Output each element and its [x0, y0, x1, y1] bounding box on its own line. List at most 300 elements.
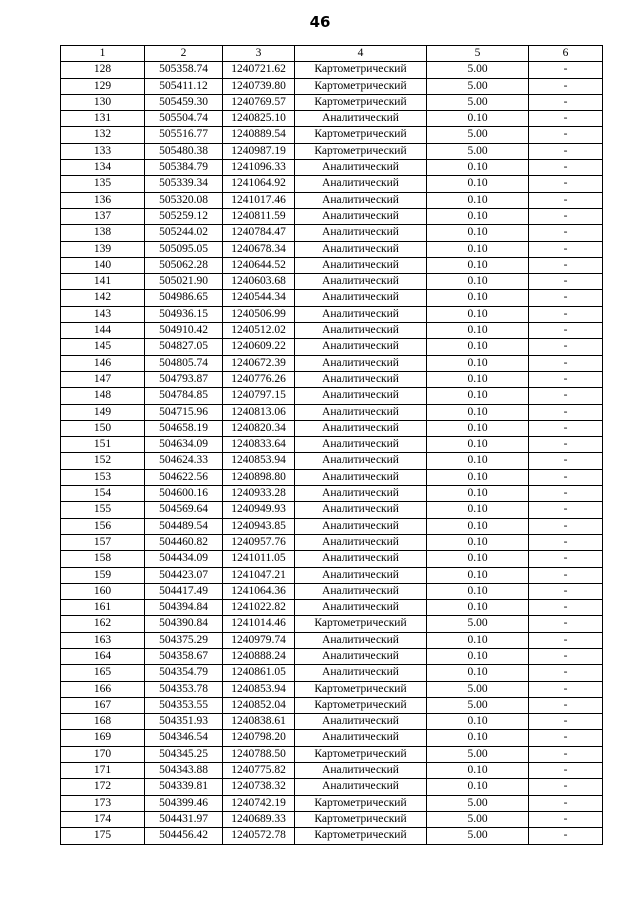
accuracy-cell: 0.10 — [427, 518, 529, 534]
x-coordinate-cell: 505021.90 — [145, 274, 223, 290]
x-coordinate-cell: 504434.09 — [145, 551, 223, 567]
note-cell: - — [529, 404, 603, 420]
column-header: 4 — [295, 46, 427, 62]
table-row — [61, 551, 603, 567]
note-cell: - — [529, 257, 603, 273]
point-number-cell: 153 — [61, 469, 145, 485]
method-cell: Аналитический — [295, 420, 427, 436]
x-coordinate-cell: 504353.55 — [145, 697, 223, 713]
x-coordinate-cell: 504358.67 — [145, 648, 223, 664]
y-coordinate-cell: 1240889.54 — [223, 127, 295, 143]
table-row — [61, 681, 603, 697]
y-coordinate-cell: 1240769.57 — [223, 94, 295, 110]
table-row — [61, 697, 603, 713]
table-row — [61, 62, 603, 78]
point-number-cell: 132 — [61, 127, 145, 143]
y-coordinate-cell: 1240833.64 — [223, 437, 295, 453]
x-coordinate-cell: 504936.15 — [145, 306, 223, 322]
x-coordinate-cell: 505244.02 — [145, 225, 223, 241]
note-cell: - — [529, 339, 603, 355]
note-cell: - — [529, 746, 603, 762]
point-number-cell: 131 — [61, 111, 145, 127]
note-cell: - — [529, 225, 603, 241]
table-row — [61, 160, 603, 176]
accuracy-cell: 0.10 — [427, 453, 529, 469]
y-coordinate-cell: 1241017.46 — [223, 192, 295, 208]
method-cell: Картометрический — [295, 697, 427, 713]
x-coordinate-cell: 504715.96 — [145, 404, 223, 420]
x-coordinate-cell: 504910.42 — [145, 323, 223, 339]
point-number-cell: 164 — [61, 648, 145, 664]
table-row — [61, 567, 603, 583]
column-header: 5 — [427, 46, 529, 62]
point-number-cell: 167 — [61, 697, 145, 713]
point-number-cell: 144 — [61, 323, 145, 339]
y-coordinate-cell: 1240678.34 — [223, 241, 295, 257]
table-row — [61, 502, 603, 518]
table-row — [61, 225, 603, 241]
x-coordinate-cell: 504399.46 — [145, 795, 223, 811]
note-cell: - — [529, 160, 603, 176]
note-cell: - — [529, 779, 603, 795]
coordinates-table — [60, 45, 603, 845]
accuracy-cell: 5.00 — [427, 78, 529, 94]
x-coordinate-cell: 504624.33 — [145, 453, 223, 469]
table-row — [61, 371, 603, 387]
note-cell: - — [529, 616, 603, 632]
table-row — [61, 290, 603, 306]
column-header: 2 — [145, 46, 223, 62]
x-coordinate-cell: 504423.07 — [145, 567, 223, 583]
accuracy-cell: 0.10 — [427, 306, 529, 322]
point-number-cell: 171 — [61, 763, 145, 779]
method-cell: Аналитический — [295, 111, 427, 127]
point-number-cell: 159 — [61, 567, 145, 583]
point-number-cell: 149 — [61, 404, 145, 420]
x-coordinate-cell: 504345.25 — [145, 746, 223, 762]
y-coordinate-cell: 1240820.34 — [223, 420, 295, 436]
method-cell: Аналитический — [295, 730, 427, 746]
method-cell: Аналитический — [295, 502, 427, 518]
point-number-cell: 173 — [61, 795, 145, 811]
x-coordinate-cell: 504569.64 — [145, 502, 223, 518]
point-number-cell: 133 — [61, 143, 145, 159]
method-cell: Аналитический — [295, 208, 427, 224]
accuracy-cell: 5.00 — [427, 828, 529, 844]
table-row — [61, 828, 603, 844]
point-number-cell: 157 — [61, 534, 145, 550]
table-row — [61, 323, 603, 339]
method-cell: Аналитический — [295, 192, 427, 208]
note-cell: - — [529, 469, 603, 485]
point-number-cell: 145 — [61, 339, 145, 355]
method-cell: Картометрический — [295, 828, 427, 844]
point-number-cell: 143 — [61, 306, 145, 322]
table-row — [61, 143, 603, 159]
x-coordinate-cell: 504658.19 — [145, 420, 223, 436]
point-number-cell: 154 — [61, 486, 145, 502]
x-coordinate-cell: 505320.08 — [145, 192, 223, 208]
x-coordinate-cell: 504351.93 — [145, 714, 223, 730]
accuracy-cell: 0.10 — [427, 583, 529, 599]
x-coordinate-cell: 504375.29 — [145, 632, 223, 648]
note-cell: - — [529, 355, 603, 371]
point-number-cell: 148 — [61, 388, 145, 404]
note-cell: - — [529, 518, 603, 534]
method-cell: Аналитический — [295, 225, 427, 241]
method-cell: Аналитический — [295, 160, 427, 176]
accuracy-cell: 5.00 — [427, 746, 529, 762]
y-coordinate-cell: 1240506.99 — [223, 306, 295, 322]
table-row — [61, 600, 603, 616]
table-row — [61, 257, 603, 273]
table-row — [61, 404, 603, 420]
note-cell: - — [529, 697, 603, 713]
note-cell: - — [529, 665, 603, 681]
x-coordinate-cell: 505459.30 — [145, 94, 223, 110]
table-row — [61, 388, 603, 404]
y-coordinate-cell: 1240898.80 — [223, 469, 295, 485]
accuracy-cell: 0.10 — [427, 241, 529, 257]
x-coordinate-cell: 504339.81 — [145, 779, 223, 795]
method-cell: Аналитический — [295, 290, 427, 306]
y-coordinate-cell: 1240825.10 — [223, 111, 295, 127]
point-number-cell: 137 — [61, 208, 145, 224]
table-row — [61, 339, 603, 355]
x-coordinate-cell: 504417.49 — [145, 583, 223, 599]
method-cell: Картометрический — [295, 795, 427, 811]
y-coordinate-cell: 1240957.76 — [223, 534, 295, 550]
note-cell: - — [529, 502, 603, 518]
point-number-cell: 139 — [61, 241, 145, 257]
note-cell: - — [529, 388, 603, 404]
y-coordinate-cell: 1241014.46 — [223, 616, 295, 632]
point-number-cell: 170 — [61, 746, 145, 762]
accuracy-cell: 0.10 — [427, 420, 529, 436]
x-coordinate-cell: 505516.77 — [145, 127, 223, 143]
y-coordinate-cell: 1241022.82 — [223, 600, 295, 616]
method-cell: Аналитический — [295, 404, 427, 420]
table-row — [61, 469, 603, 485]
accuracy-cell: 0.10 — [427, 404, 529, 420]
table-row — [61, 811, 603, 827]
note-cell: - — [529, 208, 603, 224]
table-row — [61, 518, 603, 534]
accuracy-cell: 5.00 — [427, 62, 529, 78]
note-cell: - — [529, 486, 603, 502]
accuracy-cell: 0.10 — [427, 763, 529, 779]
y-coordinate-cell: 1240838.61 — [223, 714, 295, 730]
method-cell: Аналитический — [295, 274, 427, 290]
note-cell: - — [529, 828, 603, 844]
accuracy-cell: 5.00 — [427, 143, 529, 159]
method-cell: Аналитический — [295, 176, 427, 192]
y-coordinate-cell: 1240949.93 — [223, 502, 295, 518]
note-cell: - — [529, 632, 603, 648]
point-number-cell: 156 — [61, 518, 145, 534]
note-cell: - — [529, 371, 603, 387]
note-cell: - — [529, 714, 603, 730]
method-cell: Аналитический — [295, 241, 427, 257]
method-cell: Картометрический — [295, 94, 427, 110]
table-row — [61, 583, 603, 599]
y-coordinate-cell: 1240979.74 — [223, 632, 295, 648]
point-number-cell: 129 — [61, 78, 145, 94]
method-cell: Аналитический — [295, 306, 427, 322]
table-body — [61, 62, 603, 844]
y-coordinate-cell: 1241011.05 — [223, 551, 295, 567]
method-cell: Аналитический — [295, 648, 427, 664]
x-coordinate-cell: 504805.74 — [145, 355, 223, 371]
point-number-cell: 169 — [61, 730, 145, 746]
table-row — [61, 779, 603, 795]
accuracy-cell: 0.10 — [427, 648, 529, 664]
note-cell: - — [529, 176, 603, 192]
accuracy-cell: 0.10 — [427, 502, 529, 518]
point-number-cell: 140 — [61, 257, 145, 273]
point-number-cell: 142 — [61, 290, 145, 306]
point-number-cell: 138 — [61, 225, 145, 241]
accuracy-cell: 0.10 — [427, 600, 529, 616]
table-row — [61, 78, 603, 94]
point-number-cell: 160 — [61, 583, 145, 599]
note-cell: - — [529, 681, 603, 697]
method-cell: Аналитический — [295, 518, 427, 534]
note-cell: - — [529, 600, 603, 616]
accuracy-cell: 0.10 — [427, 486, 529, 502]
note-cell: - — [529, 241, 603, 257]
y-coordinate-cell: 1240853.94 — [223, 681, 295, 697]
table-row — [61, 111, 603, 127]
accuracy-cell: 0.10 — [427, 257, 529, 273]
y-coordinate-cell: 1241096.33 — [223, 160, 295, 176]
note-cell: - — [529, 78, 603, 94]
accuracy-cell: 0.10 — [427, 274, 529, 290]
accuracy-cell: 0.10 — [427, 176, 529, 192]
accuracy-cell: 0.10 — [427, 714, 529, 730]
accuracy-cell: 0.10 — [427, 779, 529, 795]
y-coordinate-cell: 1240933.28 — [223, 486, 295, 502]
method-cell: Аналитический — [295, 355, 427, 371]
y-coordinate-cell: 1240572.78 — [223, 828, 295, 844]
table-row — [61, 437, 603, 453]
note-cell: - — [529, 290, 603, 306]
point-number-cell: 172 — [61, 779, 145, 795]
point-number-cell: 166 — [61, 681, 145, 697]
method-cell: Аналитический — [295, 779, 427, 795]
accuracy-cell: 0.10 — [427, 339, 529, 355]
table-row — [61, 795, 603, 811]
y-coordinate-cell: 1240987.19 — [223, 143, 295, 159]
method-cell: Аналитический — [295, 600, 427, 616]
accuracy-cell: 5.00 — [427, 811, 529, 827]
y-coordinate-cell: 1240852.04 — [223, 697, 295, 713]
point-number-cell: 155 — [61, 502, 145, 518]
y-coordinate-cell: 1240672.39 — [223, 355, 295, 371]
accuracy-cell: 5.00 — [427, 94, 529, 110]
point-number-cell: 134 — [61, 160, 145, 176]
table-row — [61, 486, 603, 502]
table-row — [61, 355, 603, 371]
column-header: 6 — [529, 46, 603, 62]
x-coordinate-cell: 504353.78 — [145, 681, 223, 697]
method-cell: Аналитический — [295, 339, 427, 355]
y-coordinate-cell: 1241064.92 — [223, 176, 295, 192]
accuracy-cell: 0.10 — [427, 323, 529, 339]
note-cell: - — [529, 127, 603, 143]
accuracy-cell: 0.10 — [427, 632, 529, 648]
accuracy-cell: 0.10 — [427, 730, 529, 746]
table-row — [61, 616, 603, 632]
x-coordinate-cell: 505411.12 — [145, 78, 223, 94]
method-cell: Аналитический — [295, 567, 427, 583]
y-coordinate-cell: 1240853.94 — [223, 453, 295, 469]
method-cell: Аналитический — [295, 388, 427, 404]
y-coordinate-cell: 1240784.47 — [223, 225, 295, 241]
column-header: 3 — [223, 46, 295, 62]
x-coordinate-cell: 504394.84 — [145, 600, 223, 616]
point-number-cell: 135 — [61, 176, 145, 192]
table-row — [61, 176, 603, 192]
note-cell: - — [529, 551, 603, 567]
table-row — [61, 208, 603, 224]
table-row — [61, 665, 603, 681]
accuracy-cell: 0.10 — [427, 355, 529, 371]
table-row — [61, 534, 603, 550]
y-coordinate-cell: 1240544.34 — [223, 290, 295, 306]
x-coordinate-cell: 504431.97 — [145, 811, 223, 827]
column-header: 1 — [61, 46, 145, 62]
x-coordinate-cell: 505358.74 — [145, 62, 223, 78]
table-row — [61, 730, 603, 746]
y-coordinate-cell: 1240797.15 — [223, 388, 295, 404]
method-cell: Аналитический — [295, 257, 427, 273]
note-cell: - — [529, 583, 603, 599]
y-coordinate-cell: 1240813.06 — [223, 404, 295, 420]
x-coordinate-cell: 504784.85 — [145, 388, 223, 404]
method-cell: Картометрический — [295, 62, 427, 78]
method-cell: Картометрический — [295, 127, 427, 143]
y-coordinate-cell: 1240742.19 — [223, 795, 295, 811]
x-coordinate-cell: 505339.34 — [145, 176, 223, 192]
x-coordinate-cell: 504793.87 — [145, 371, 223, 387]
note-cell: - — [529, 795, 603, 811]
point-number-cell: 152 — [61, 453, 145, 469]
note-cell: - — [529, 567, 603, 583]
point-number-cell: 151 — [61, 437, 145, 453]
x-coordinate-cell: 505480.38 — [145, 143, 223, 159]
x-coordinate-cell: 504354.79 — [145, 665, 223, 681]
accuracy-cell: 0.10 — [427, 371, 529, 387]
table-row — [61, 648, 603, 664]
y-coordinate-cell: 1240721.62 — [223, 62, 295, 78]
method-cell: Аналитический — [295, 469, 427, 485]
note-cell: - — [529, 62, 603, 78]
note-cell: - — [529, 534, 603, 550]
x-coordinate-cell: 505384.79 — [145, 160, 223, 176]
table-row — [61, 420, 603, 436]
note-cell: - — [529, 323, 603, 339]
table-row — [61, 763, 603, 779]
y-coordinate-cell: 1240798.20 — [223, 730, 295, 746]
point-number-cell: 147 — [61, 371, 145, 387]
method-cell: Аналитический — [295, 551, 427, 567]
y-coordinate-cell: 1240644.52 — [223, 257, 295, 273]
method-cell: Картометрический — [295, 143, 427, 159]
method-cell: Картометрический — [295, 746, 427, 762]
method-cell: Картометрический — [295, 616, 427, 632]
x-coordinate-cell: 505259.12 — [145, 208, 223, 224]
x-coordinate-cell: 505062.28 — [145, 257, 223, 273]
note-cell: - — [529, 648, 603, 664]
method-cell: Картометрический — [295, 681, 427, 697]
header-row — [61, 46, 603, 62]
x-coordinate-cell: 504634.09 — [145, 437, 223, 453]
note-cell: - — [529, 192, 603, 208]
method-cell: Аналитический — [295, 583, 427, 599]
point-number-cell: 136 — [61, 192, 145, 208]
accuracy-cell: 5.00 — [427, 127, 529, 143]
accuracy-cell: 0.10 — [427, 192, 529, 208]
note-cell: - — [529, 730, 603, 746]
y-coordinate-cell: 1240788.50 — [223, 746, 295, 762]
table-row — [61, 746, 603, 762]
x-coordinate-cell: 505095.05 — [145, 241, 223, 257]
table-row — [61, 94, 603, 110]
note-cell: - — [529, 274, 603, 290]
note-cell: - — [529, 306, 603, 322]
y-coordinate-cell: 1240512.02 — [223, 323, 295, 339]
point-number-cell: 168 — [61, 714, 145, 730]
accuracy-cell: 0.10 — [427, 567, 529, 583]
y-coordinate-cell: 1240888.24 — [223, 648, 295, 664]
accuracy-cell: 0.10 — [427, 534, 529, 550]
accuracy-cell: 0.10 — [427, 225, 529, 241]
x-coordinate-cell: 504489.54 — [145, 518, 223, 534]
y-coordinate-cell: 1240603.68 — [223, 274, 295, 290]
accuracy-cell: 0.10 — [427, 551, 529, 567]
method-cell: Аналитический — [295, 486, 427, 502]
point-number-cell: 130 — [61, 94, 145, 110]
method-cell: Аналитический — [295, 632, 427, 648]
point-number-cell: 161 — [61, 600, 145, 616]
note-cell: - — [529, 811, 603, 827]
accuracy-cell: 0.10 — [427, 665, 529, 681]
method-cell: Аналитический — [295, 714, 427, 730]
point-number-cell: 141 — [61, 274, 145, 290]
table-row — [61, 714, 603, 730]
y-coordinate-cell: 1240739.80 — [223, 78, 295, 94]
accuracy-cell: 0.10 — [427, 469, 529, 485]
method-cell: Картометрический — [295, 811, 427, 827]
y-coordinate-cell: 1240776.26 — [223, 371, 295, 387]
x-coordinate-cell: 504600.16 — [145, 486, 223, 502]
accuracy-cell: 0.10 — [427, 290, 529, 306]
point-number-cell: 163 — [61, 632, 145, 648]
point-number-cell: 175 — [61, 828, 145, 844]
x-coordinate-cell: 504827.05 — [145, 339, 223, 355]
point-number-cell: 150 — [61, 420, 145, 436]
y-coordinate-cell: 1241047.21 — [223, 567, 295, 583]
accuracy-cell: 5.00 — [427, 697, 529, 713]
table-row — [61, 306, 603, 322]
x-coordinate-cell: 504986.65 — [145, 290, 223, 306]
accuracy-cell: 5.00 — [427, 795, 529, 811]
note-cell: - — [529, 111, 603, 127]
table-row — [61, 274, 603, 290]
method-cell: Аналитический — [295, 437, 427, 453]
x-coordinate-cell: 505504.74 — [145, 111, 223, 127]
